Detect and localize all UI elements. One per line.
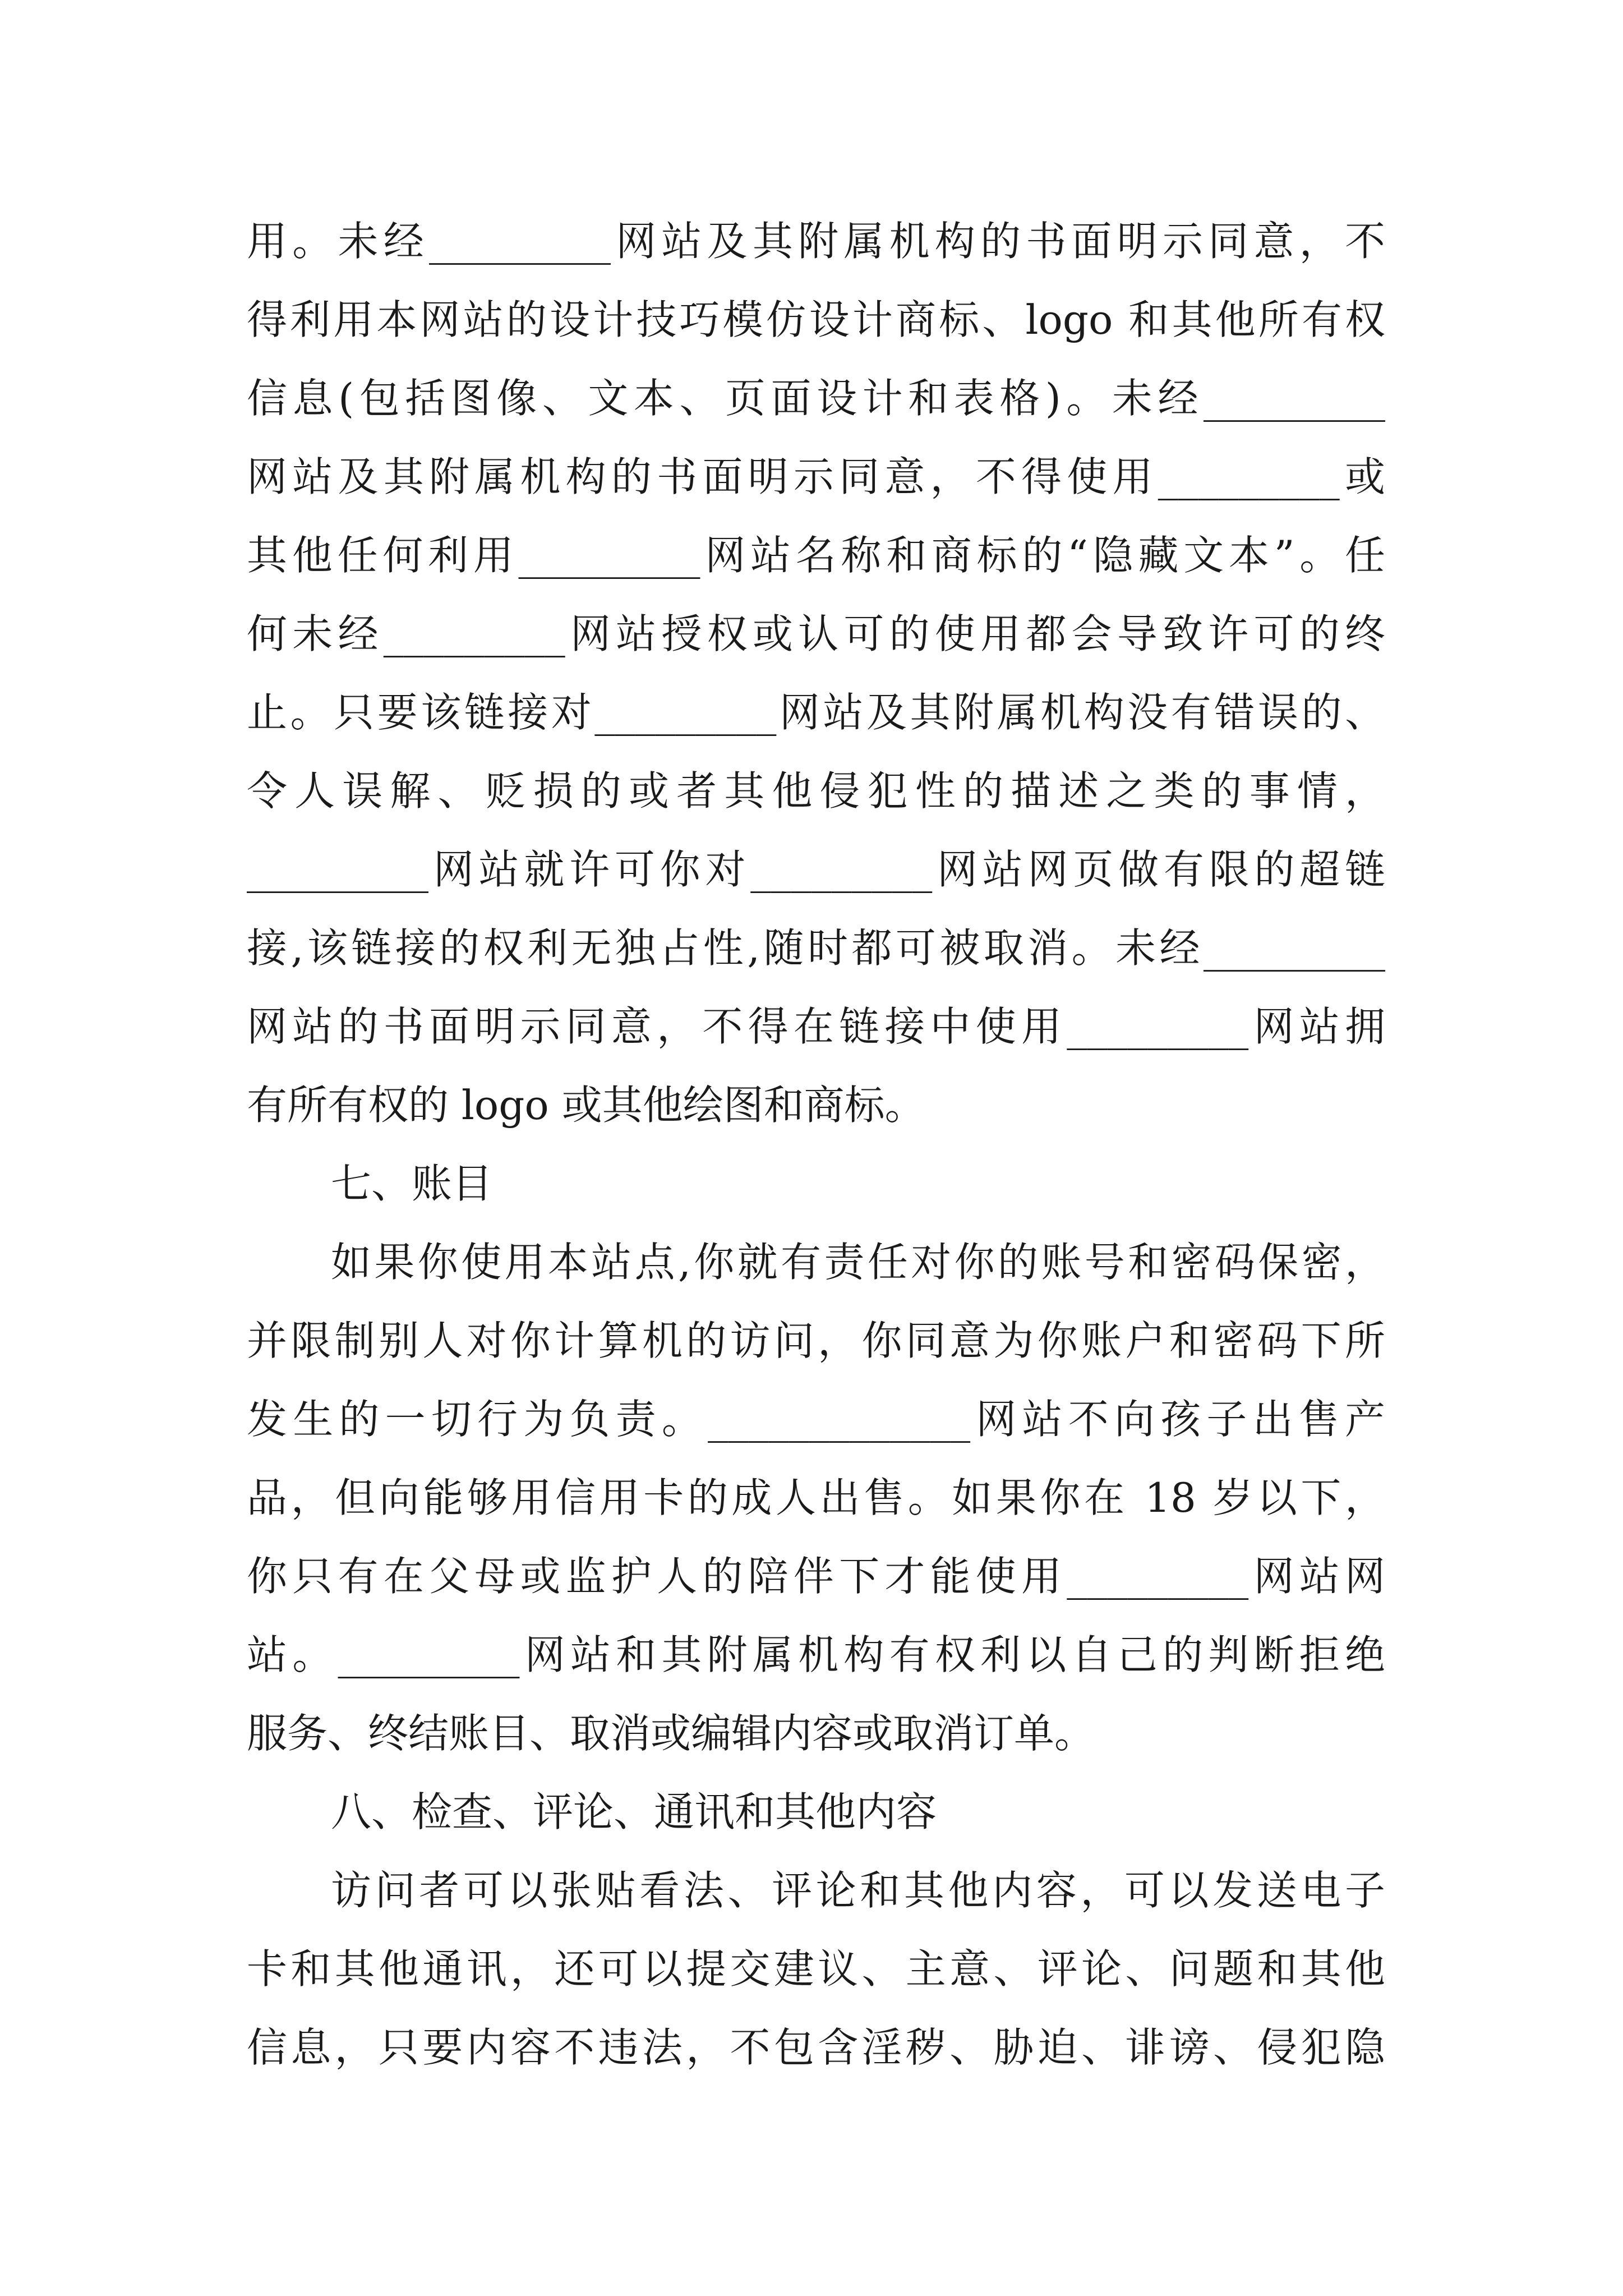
body-line: 服务、终结账目、取消或编辑内容或取消订单。 <box>247 1710 1095 1757</box>
body-line: 令人误解、贬损的或者其他侵犯性的描述之类的事情， <box>247 767 1385 815</box>
body-line: 并限制别人对你计算机的访问，你同意为你账户和密码下所 <box>247 1317 1385 1364</box>
body-line: 信息，只要内容不违法，不包含淫秽、胁迫、诽谤、侵犯隐 <box>247 2024 1385 2071</box>
body-line: 有所有权的 logo 或其他绘图和商标。 <box>247 1082 925 1129</box>
body-line: _________网站就许可你对_________网站网页做有限的超链 <box>247 846 1385 893</box>
body-line: 站。_________网站和其附属机构有权利以自己的判断拒绝 <box>247 1631 1385 1678</box>
body-line: 止。只要该链接对_________网站及其附属机构没有错误的、 <box>247 689 1385 736</box>
body-line: 网站及其附属机构的书面明示同意，不得使用_________或 <box>247 453 1385 500</box>
body-line: 信息(包括图像、文本、页面设计和表格)。未经_________ <box>247 375 1385 422</box>
body-line: 何未经_________网站授权或认可的使用都会导致许可的终 <box>247 610 1385 657</box>
section-heading: 八、检查、评论、通讯和其他内容 <box>331 1788 937 1835</box>
body-line: 得利用本网站的设计技巧模仿设计商标、logo 和其他所有权 <box>247 296 1385 343</box>
body-line: 卡和其他通讯，还可以提交建议、主意、评论、问题和其他 <box>247 1945 1385 1993</box>
paragraph-first-line: 访问者可以张贴看法、评论和其他内容，可以发送电子 <box>331 1867 1385 1914</box>
body-line: 接,该链接的权利无独占性,随时都可被取消。未经_________ <box>247 924 1385 972</box>
body-line: 你只有在父母或监护人的陪伴下才能使用_________网站网 <box>247 1553 1385 1600</box>
body-line: 品，但向能够用信用卡的成人出售。如果你在 18 岁以下， <box>247 1474 1385 1521</box>
body-line: 网站的书面明示同意，不得在链接中使用_________网站拥 <box>247 1003 1385 1050</box>
section-heading: 七、账目 <box>331 1160 493 1207</box>
body-line: 发生的一切行为负责。_____________网站不向孩子出售产 <box>247 1396 1385 1443</box>
paragraph-first-line: 如果你使用本站点,你就有责任对你的账号和密码保密， <box>331 1239 1385 1286</box>
body-line: 用。未经_________网站及其附属机构的书面明示同意，不 <box>247 218 1385 265</box>
body-line: 其他任何利用_________网站名称和商标的“隐藏文本”。任 <box>247 532 1385 579</box>
